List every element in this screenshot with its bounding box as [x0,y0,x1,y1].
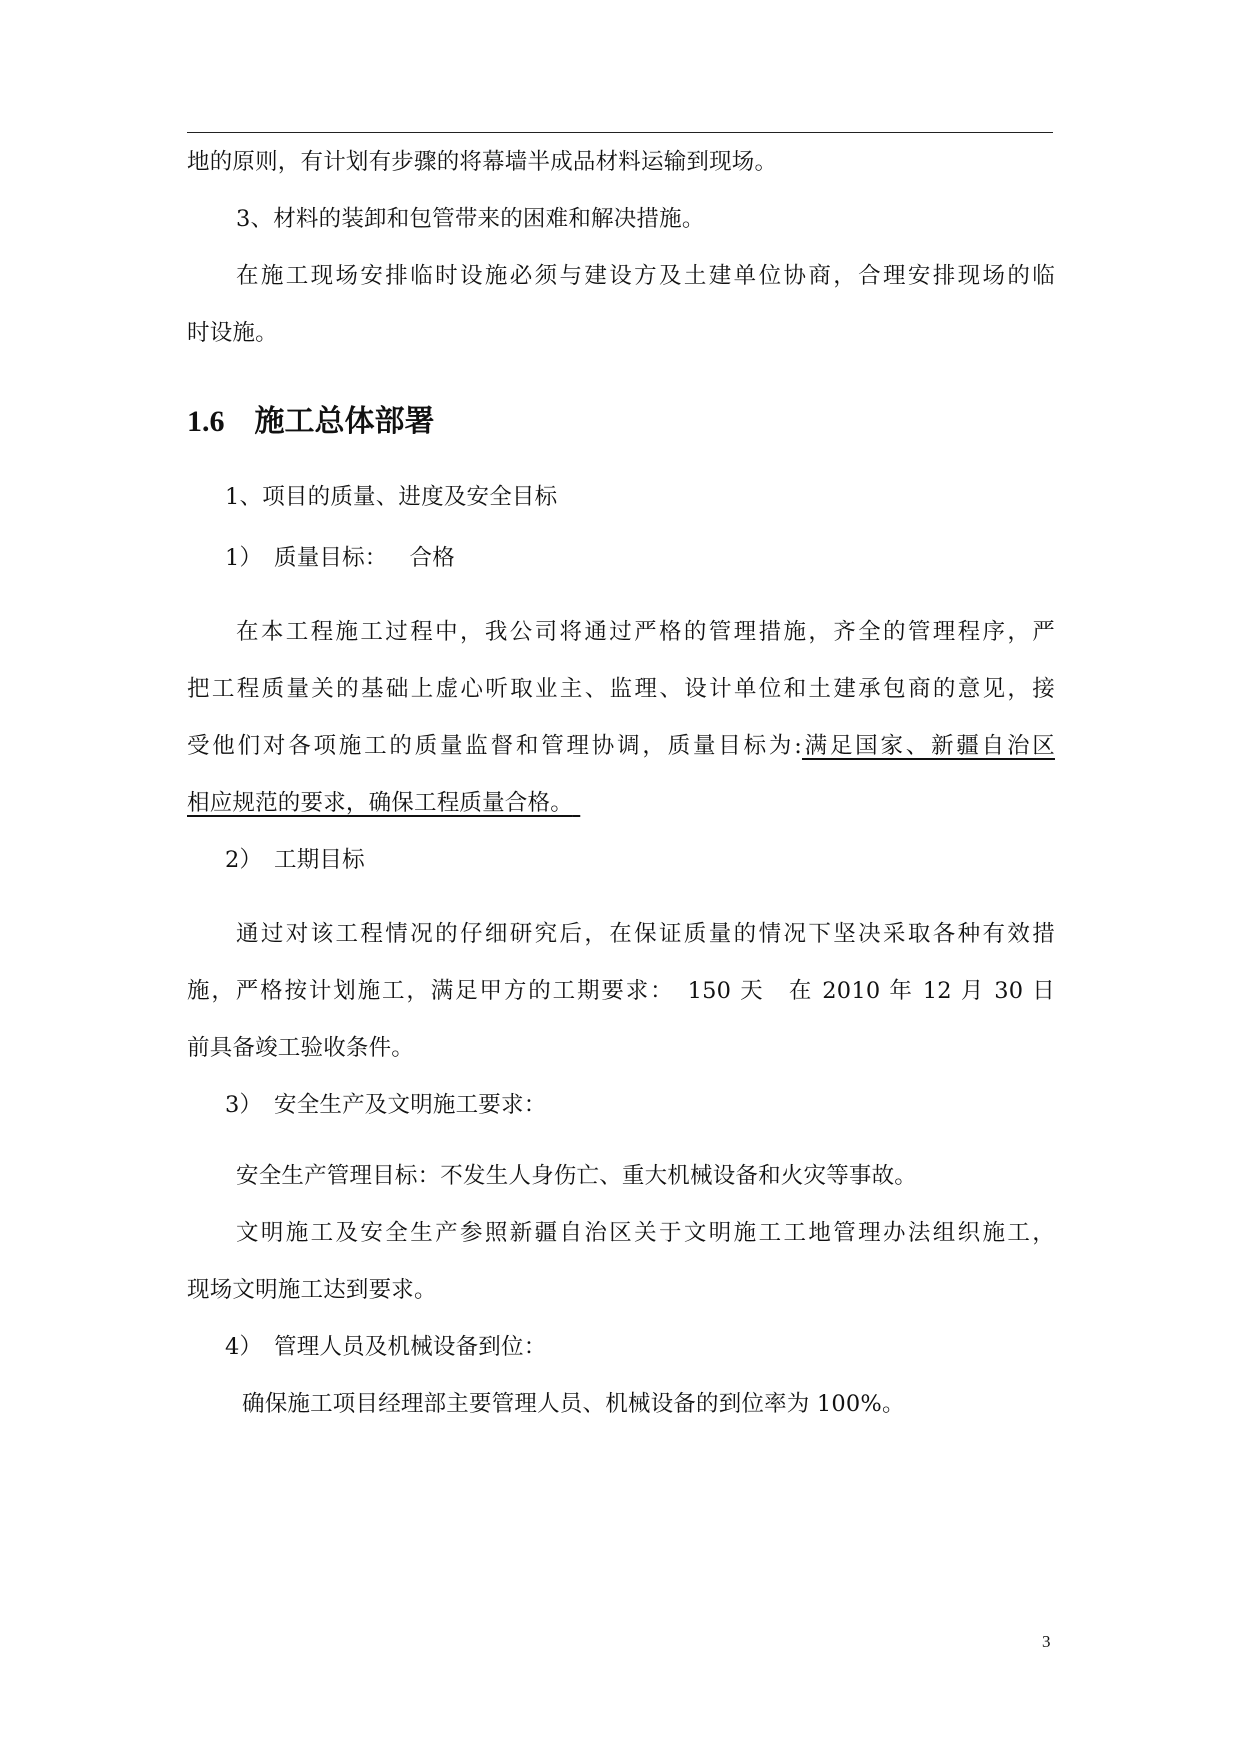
sub-item-quality [225,543,455,573]
paragraph-line: 安全生产管理目标：不发生人身伤亡、重大机械设备和火灾等事故。 [236,1163,918,1189]
header-rule [187,132,1053,133]
paragraph-line [187,731,1055,761]
item-label: 工期目标 [274,847,365,873]
item-label: 管理人员及机械设备到位： [274,1334,547,1360]
sub-item-schedule [225,845,365,875]
section-number: 1.6 [187,405,225,438]
sub-item-safety [225,1090,546,1120]
item-marker: 3） [225,1092,263,1118]
paragraph-line: 确保施工项目经理部主要管理人员、机械设备的到位率为 100%。 [242,1391,905,1417]
item-marker: 2） [225,847,263,873]
section-title: 施工总体部署 [254,404,435,439]
section-heading [187,402,435,442]
item-marker: 4） [225,1334,263,1360]
item-label: 安全生产及文明施工要求： [274,1092,547,1118]
list-item-3: 3、材料的装卸和包管带来的困难和解决措施。 [236,206,705,232]
item-marker: 1） [225,545,263,571]
paragraph-line: 前具备竣工验收条件。 [187,1035,415,1061]
list-item-1: 1、项目的质量、进度及安全目标 [225,484,558,510]
paragraph-line: 施，严格按计划施工，满足甲方的工期要求： 150 天 在 2010 年 12 月 30 日 [187,978,1055,1004]
paragraph-line: 在本工程施工过程中，我公司将通过严格的管理措施，齐全的管理程序，严 [236,619,1055,645]
paragraph-text: 受他们对各项施工的质量监督和管理协调，质量目标为: [187,733,802,759]
page-number: 3 [1042,1632,1051,1651]
item-value: 合格 [409,545,455,571]
sub-item-staffing [225,1332,546,1362]
underlined-text: 满足国家、新疆自治区 [801,733,1055,759]
paragraph-line: 时设施。 [187,320,278,346]
paragraph-line [187,788,580,818]
item-label: 质量目标： [274,545,388,571]
paragraph-line: 现场文明施工达到要求。 [187,1277,437,1303]
continued-paragraph-line: 地的原则，有计划有步骤的将幕墙半成品材料运输到现场。 [187,149,778,175]
paragraph-line: 把工程质量关的基础上虚心听取业主、监理、设计单位和土建承包商的意见，接 [187,676,1055,702]
paragraph-line: 文明施工及安全生产参照新疆自治区关于文明施工工地管理办法组织施工， [236,1220,1055,1246]
paragraph-line: 通过对该工程情况的仔细研究后，在保证质量的情况下坚决采取各种有效措 [236,921,1055,947]
underlined-text: 相应规范的要求，确保工程质量合格。 [187,790,573,816]
paragraph-line: 在施工现场安排临时设施必须与建设方及土建单位协商，合理安排现场的临 [236,263,1055,289]
